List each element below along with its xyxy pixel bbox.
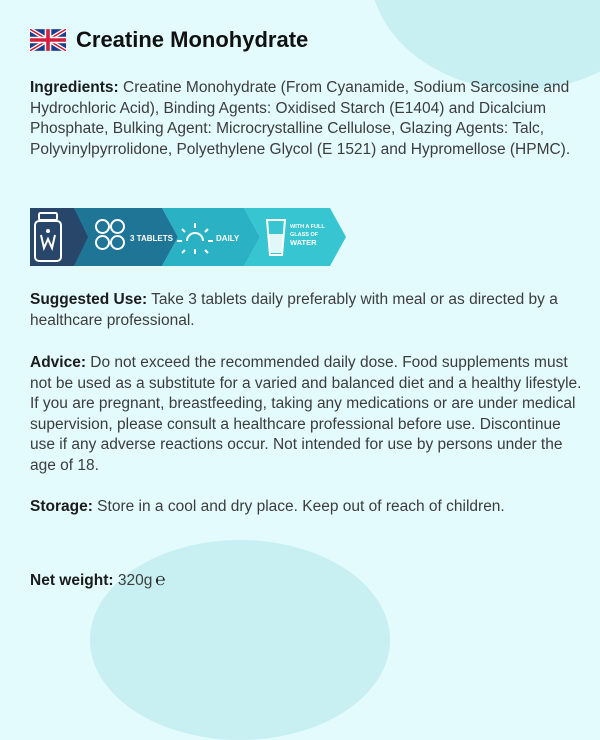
estimated-sign-icon: ℮ bbox=[155, 570, 166, 589]
storage-section bbox=[30, 497, 585, 518]
daily-label: DAILY bbox=[216, 234, 240, 243]
suggested-use-text: Take 3 tablets daily preferably with meal or as directed by a healthcare professional. bbox=[30, 291, 558, 329]
water-label-line3: WATER bbox=[290, 238, 317, 247]
tablets-label: 3 TABLETS bbox=[130, 234, 173, 243]
background-blob-top bbox=[370, 0, 600, 90]
product-title: Creatine Monohydrate bbox=[76, 27, 309, 52]
ingredients-section bbox=[30, 78, 585, 160]
water-label-line1: WITH A FULL bbox=[290, 224, 325, 230]
storage-text: Store in a cool and dry place. Keep out of reach of children. bbox=[92, 498, 505, 515]
advice-text: Do not exceed the recommended daily dose. Food supplements must not be used as a substitute for a varied and balanced diet and a healthy lifestyle. If you are pregnant, breastfeeding, taking any medications or are under medical supervision, please consult a healthcare professional before use. Discontinue use if any adverse reactions occur. Not intended for use by persons under the age of 18. bbox=[30, 354, 582, 474]
product-header bbox=[30, 27, 308, 53]
suggested-use-section bbox=[30, 290, 585, 331]
uk-flag-icon bbox=[30, 29, 66, 51]
net-weight-section bbox=[30, 570, 585, 592]
advice-section bbox=[30, 353, 585, 477]
net-weight-value: 320g bbox=[113, 572, 153, 589]
dosage-banner bbox=[30, 208, 348, 266]
ingredients-label: Ingredients: bbox=[30, 79, 119, 96]
water-label-line2: GLASS OF bbox=[290, 232, 319, 238]
advice-label: Advice: bbox=[30, 354, 86, 371]
net-weight-label: Net weight: bbox=[30, 572, 114, 589]
suggested-use-label: Suggested Use: bbox=[30, 291, 148, 308]
storage-label: Storage: bbox=[30, 498, 93, 515]
ingredients-text: Creatine Monohydrate (From Cyanamide, Sodium Sarcosine and Hydrochloric Acid), Binding Agents: Oxidised Starch (E1404) and Dicalcium Phosphate, Bulking Agent: Microcrystalline Cellulose, Glazing Agents: Talc, Polyvinylpyrrolidone, Polyethylene Glycol (E 1521) and Hypromellose (HPMC). bbox=[30, 79, 571, 158]
